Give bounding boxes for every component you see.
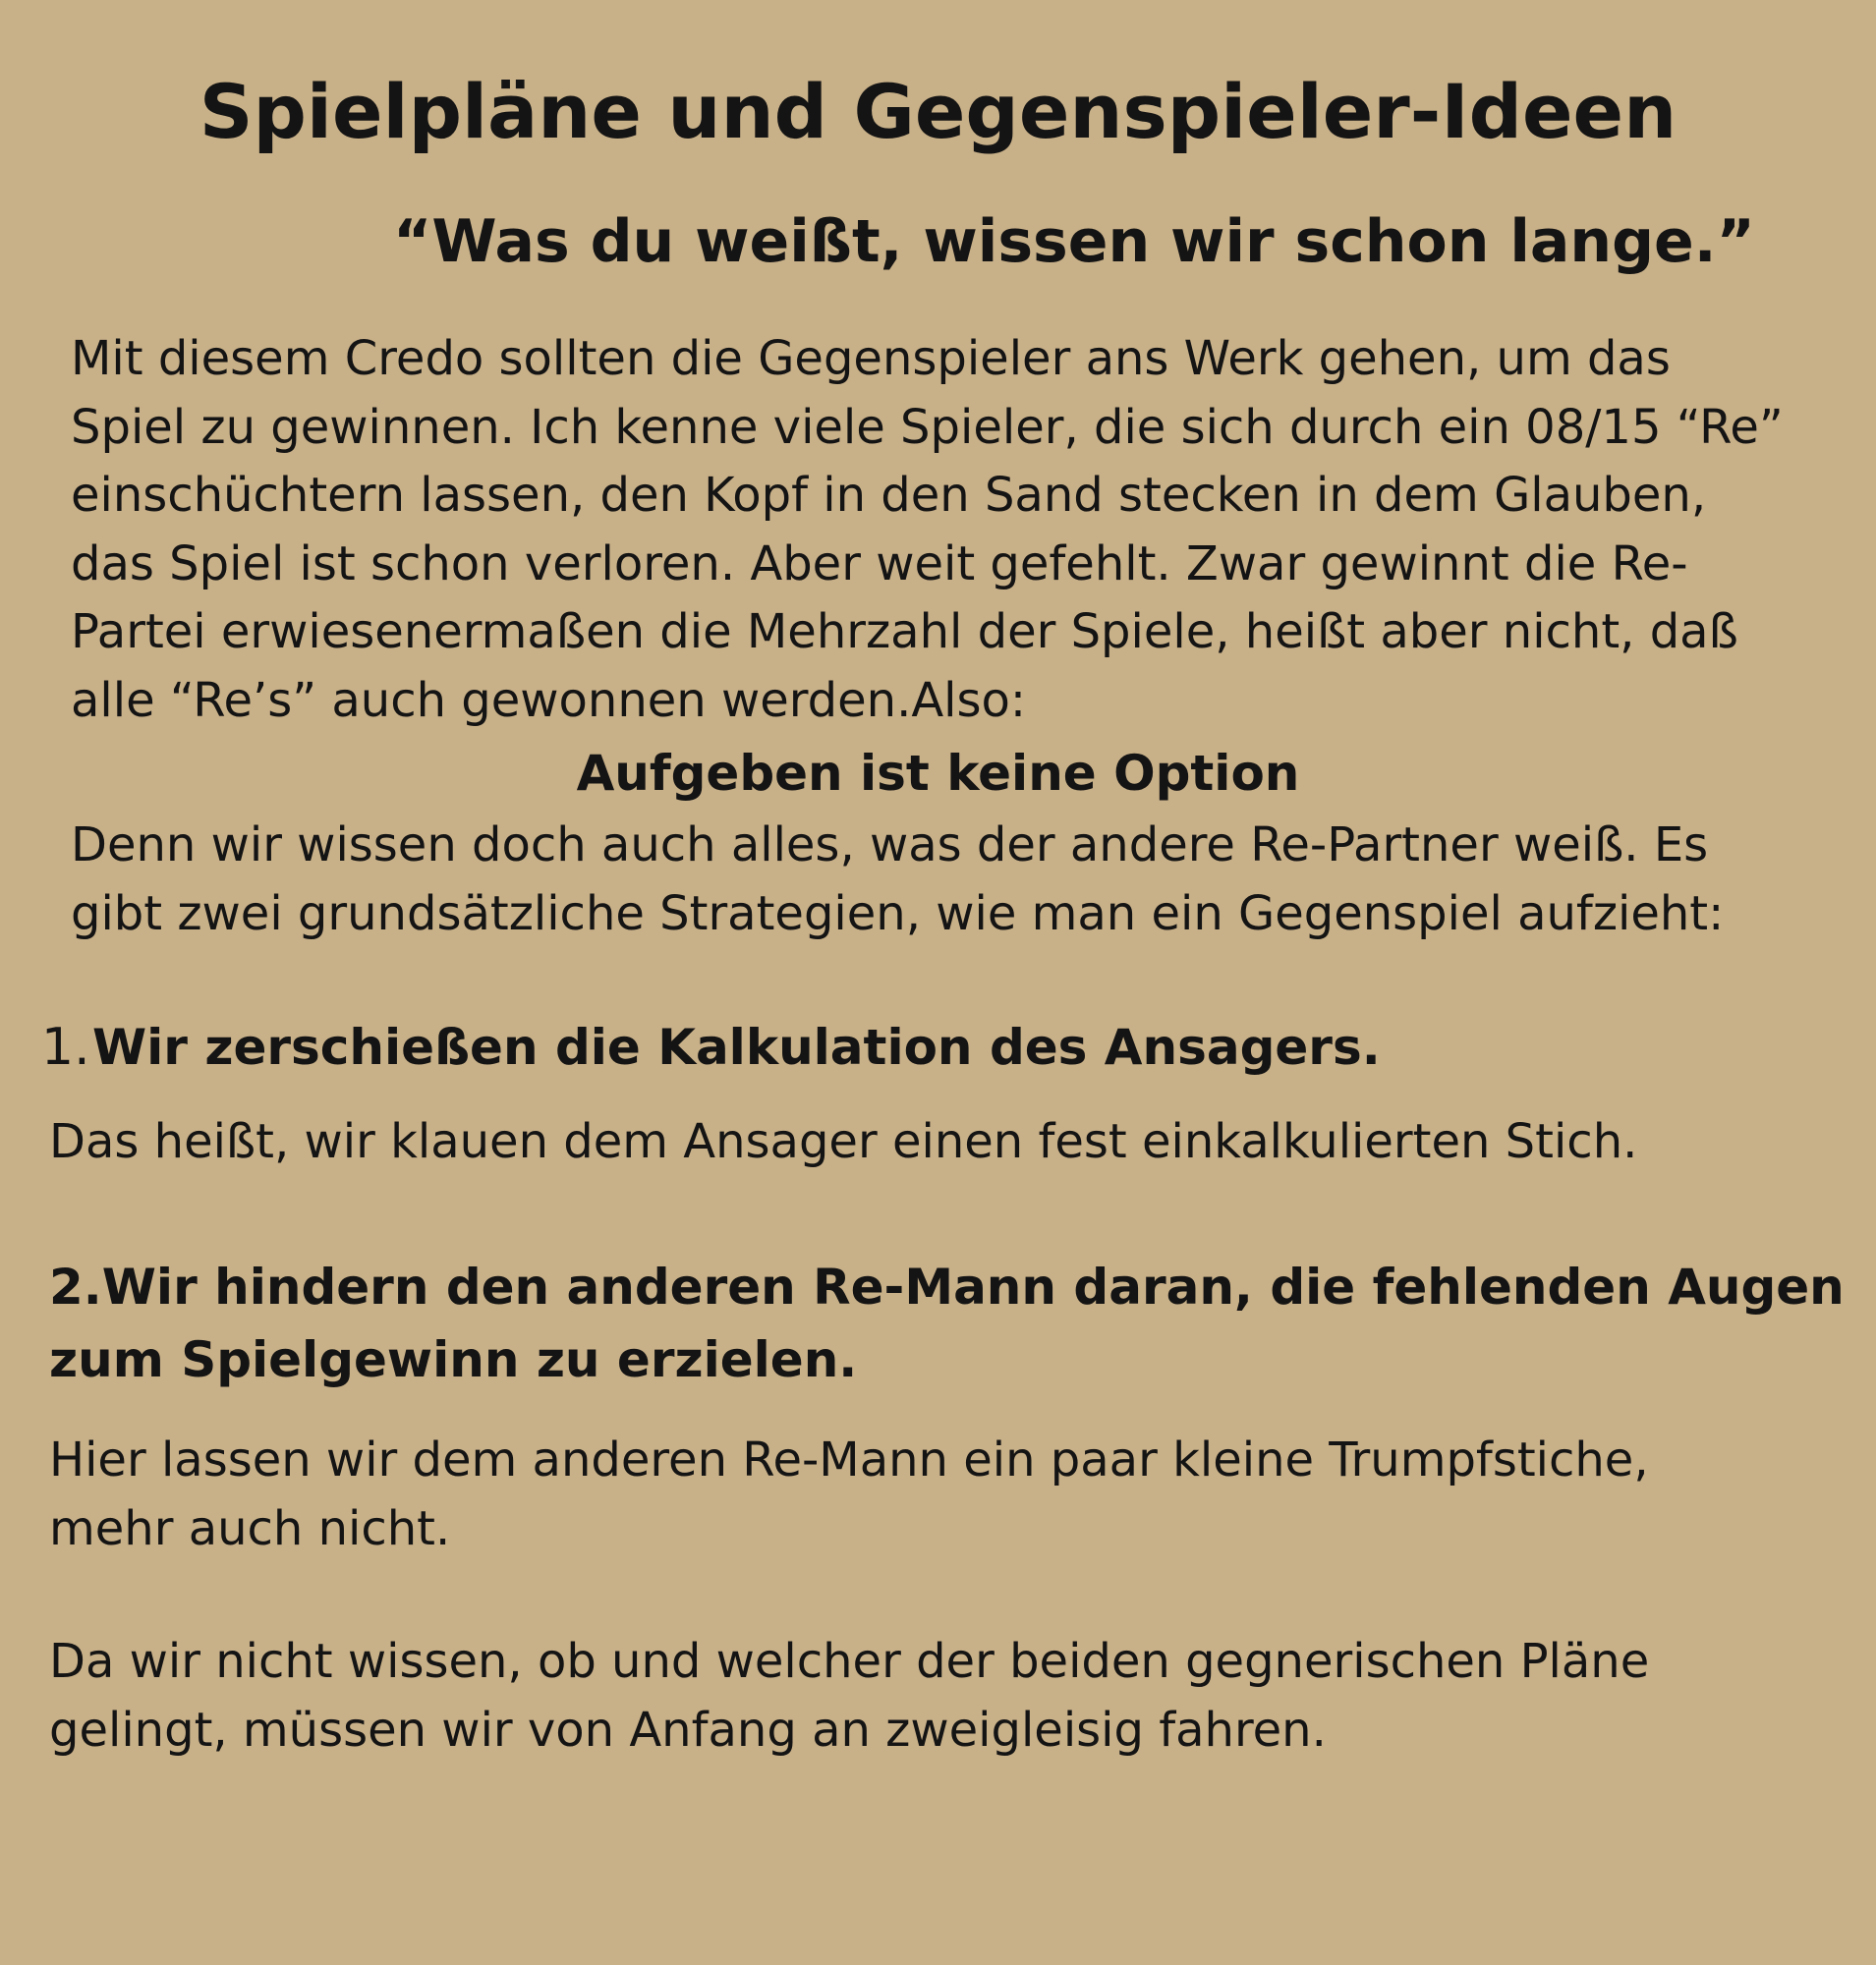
strategy2-text-line: Hier lassen wir dem anderen Re-Mann ein paar kleine Trumpfstiche, (49, 1432, 1649, 1488)
intro-line: das Spiel ist schon verloren. Aber weit gefehlt. Zwar gewinnt die Re- (71, 535, 1688, 591)
conclusion-line: Da wir nicht wissen, ob und welcher der beiden gegnerischen Pläne (49, 1634, 1650, 1689)
followup-line: Denn wir wissen doch auch alles, was der andere Re-Partner weiß. Es (71, 817, 1709, 872)
strategy2-heading (49, 1251, 1845, 1396)
strategy1-text (49, 1108, 1838, 1177)
intro-line: Mit diesem Credo sollten die Gegenspieler ans Werk gehen, um das (71, 331, 1671, 386)
followup-paragraph (71, 812, 1840, 948)
strategy1-text-line: Das heißt, wir klauen dem Ansager einen fest einkalkulierten Stich. (49, 1114, 1638, 1169)
followup-line: gibt zwei grundsätzliche Strategien, wie man ein Gegenspiel aufzieht: (71, 885, 1725, 941)
strategy1-heading: Wir zerschießen die Kalkulation des Ansagers. (92, 1019, 1381, 1076)
intro-paragraph (71, 325, 1840, 735)
strategy2-heading-line: 2.Wir hindern den anderen Re-Mann daran, die fehlenden Augen (49, 1259, 1845, 1316)
intro-line: einschüchtern lassen, den Kopf in den Sand stecken in dem Glauben, (71, 468, 1707, 523)
strategy2-text (49, 1427, 1838, 1563)
intro-line: Partei erwiesenermaßen die Mehrzahl der Spiele, heißt aber nicht, daß (71, 604, 1738, 659)
strategy2-text-line: mehr auch nicht. (49, 1500, 451, 1556)
conclusion-paragraph (49, 1628, 1838, 1765)
credo-quote: “Was du weißt, wissen wir schon lange.” (393, 207, 1755, 276)
intro-line: Spiel zu gewinnen. Ich kenne viele Spieler, die sich durch ein 08/15 “Re” (71, 399, 1784, 455)
page-title: Spielpläne und Gegenspieler-Ideen (199, 68, 1677, 155)
strategy1-number: 1. (41, 1018, 90, 1077)
intro-line: alle “Re’s” auch gewonnen werden.Also: (71, 672, 1027, 728)
conclusion-line: gelingt, müssen wir von Anfang an zweigleisig fahren. (49, 1702, 1327, 1758)
emphasis-heading: Aufgeben ist keine Option (576, 745, 1300, 802)
strategy2-heading-line: zum Spielgewinn zu erzielen. (49, 1331, 858, 1388)
